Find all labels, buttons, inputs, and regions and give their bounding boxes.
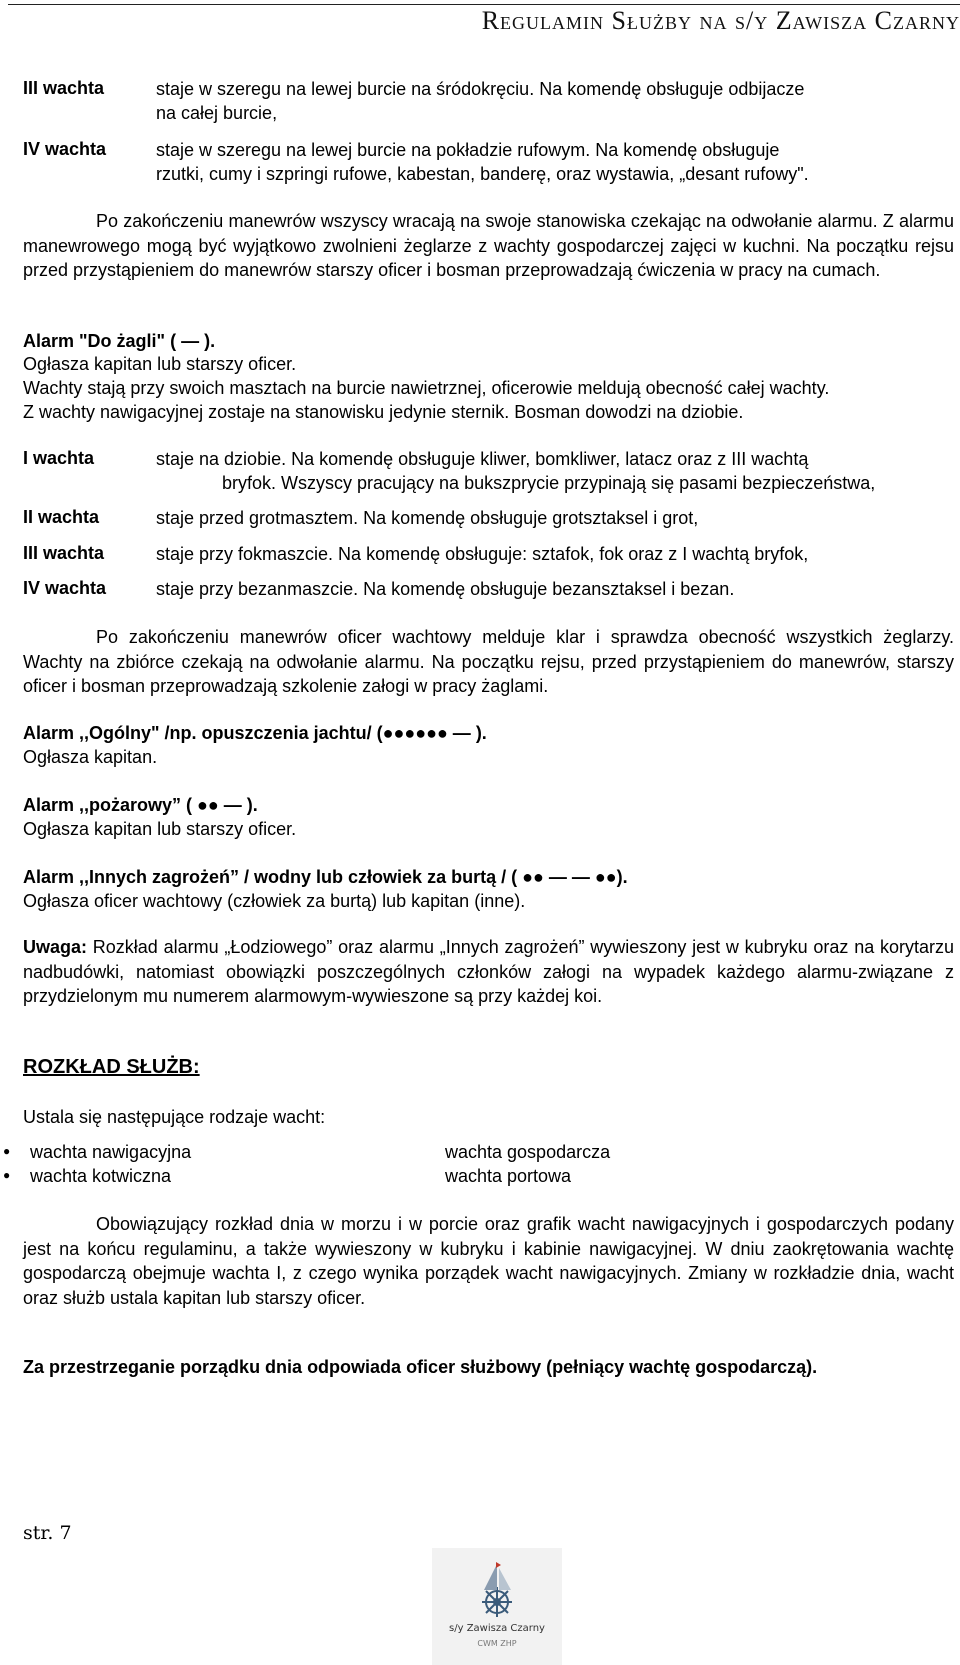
watch-duty-line: na całej burcie, [156, 103, 278, 123]
text-line: Z wachty nawigacyjnej zostaje na stanowisku jedynie sternik. Bosman dowodzi na dziobie. [23, 402, 744, 422]
paragraph: Po zakończeniu manewrów wszyscy wracają na swoje stanowiska czekając na odwołanie alarmu. Z alarmu manewrowego mogą być wyjątkowo zwolnieni żeglarze z wachty gospodarczej zajęci w kuchni. Na początku rejsu przed przystąpieniem do manewrów starszy oficer i bosman przeprowadzają ćwiczenia w pracy na cumach. [23, 211, 954, 280]
watch-duty-line: staje przy bezanmaszcie. Na komendę obsługuje bezansztaksel i bezan. [156, 579, 735, 599]
text-line: Ogłasza kapitan lub starszy oficer. [23, 819, 297, 839]
running-header: Regulamin Służby na s/y Zawisza Czarny [481, 6, 960, 35]
watch-label: IV wachta [23, 578, 107, 598]
text-line: Ogłasza kapitan lub starszy oficer. [23, 354, 297, 374]
text-line: Wachty stają przy swoich masztach na burcie nawietrznej, oficerowie meldują obecność całej wachty. [23, 378, 830, 398]
final-statement: Za przestrzeganie porządku dnia odpowiada oficer służbowy (pełniący wachtę gospodarczą). [23, 1357, 818, 1377]
paragraph: Po zakończeniu manewrów oficer wachtowy melduje klar i sprawdza obecność wszystkich żeglarzy. Wachty na zbiórce czekają na odwołanie alarmu. Na początku rejsu, przed przystąpieniem do manewrów, starszy oficer i bosman przeprowadzają szkolenie załogi w pracy żaglami. [23, 627, 954, 696]
ship-logo [432, 1548, 562, 1665]
watch-label: II wachta [23, 507, 100, 527]
page-number: str. 7 [23, 1522, 72, 1544]
watch-duty-line: rzutki, cumy i szpringi rufowe, kabestan, banderę, oraz wystawia, „desant rufowy". [156, 164, 809, 184]
text-line: Ogłasza kapitan. [23, 747, 158, 767]
text-line: Ustala się następujące rodzaje wacht: [23, 1107, 326, 1127]
header-rule [8, 4, 960, 5]
watch-duty-line: staje na dziobie. Na komendę obsługuje kliwer, bomkliwer, latacz oraz z III wachtą [156, 449, 809, 469]
bullet-icon: ● [3, 1168, 11, 1182]
list-item: wachta portowa [445, 1166, 572, 1186]
alarm-heading: Alarm ,,pożarowy” ( ●● — ). [23, 795, 258, 815]
text-line: Ogłasza oficer wachtowy (człowiek za burtą) lub kapitan (inne). [23, 891, 526, 911]
watch-duty-line: staje w szeregu na lewej burcie na śródokręciu. Na komendę obsługuje odbijacze [156, 79, 805, 99]
watch-label: III wachta [23, 543, 105, 563]
alarm-heading: Alarm ,,Innych zagrożeń” / wodny lub człowiek za burtą / ( ●● — — ●●). [23, 867, 628, 887]
alarm-heading: Alarm "Do żagli" ( — ). [23, 331, 216, 351]
list-item: wachta nawigacyjna [30, 1142, 192, 1162]
watch-label: III wachta [23, 78, 105, 98]
watch-duty-line: staje przed grotmasztem. Na komendę obsługuje grotsztaksel i grot, [156, 508, 699, 528]
bullet-icon: ● [3, 1144, 11, 1158]
logo-name: s/y Zawisza Czarny [449, 1623, 545, 1634]
alarm-heading: Alarm ,,Ogólny" /np. opuszczenia jachtu/ (●●●●●● — ). [23, 723, 487, 743]
watch-duty-line: staje w szeregu na lewej burcie na pokładzie rufowym. Na komendę obsługuje [156, 140, 780, 160]
watch-duty-line: staje przy fokmaszcie. Na komendę obsługuje: sztafok, fok oraz z I wachtą bryfok, [156, 544, 809, 564]
note-paragraph: Uwaga: Rozkład alarmu „Łodziowego” oraz alarmu „Innych zagrożeń” wywieszony jest w kubryku oraz na korytarzu nadbudówki, natomiast obowiązki poszczególnych członków załogi na wypadek każdego alarmu-związane z przydzielonym mu numerem alarmowym-wywieszone są przy każdej koi. [23, 937, 954, 1006]
list-item: wachta gospodarcza [445, 1142, 611, 1162]
ship-wheel-icon [474, 1562, 520, 1620]
watch-label: IV wachta [23, 139, 107, 159]
list-item: wachta kotwiczna [30, 1166, 172, 1186]
paragraph: Obowiązujący rozkład dnia w morzu i w porcie oraz grafik wacht nawigacyjnych i gospodarczych podany jest na końcu regulaminu, a także wywieszony w kubryku i kabinie nawigacyjnej. W dniu zaokrętowania wachtę gospodarczą obejmuje wachta I, z czego wynika porządek wacht nawigacyjnych. Zmiany w rozkładzie dnia, wacht oraz służb ustala kapitan lub starszy oficer. [23, 1214, 954, 1308]
logo-subtitle: CWM ZHP [477, 1639, 517, 1648]
watch-label: I wachta [23, 448, 95, 468]
section-heading: ROZKŁAD SŁUŻB: [23, 1056, 200, 1078]
watch-duty-line: bryfok. Wszyscy pracujący na bukszprycie przypinają się pasami bezpieczeństwa, [222, 473, 876, 493]
